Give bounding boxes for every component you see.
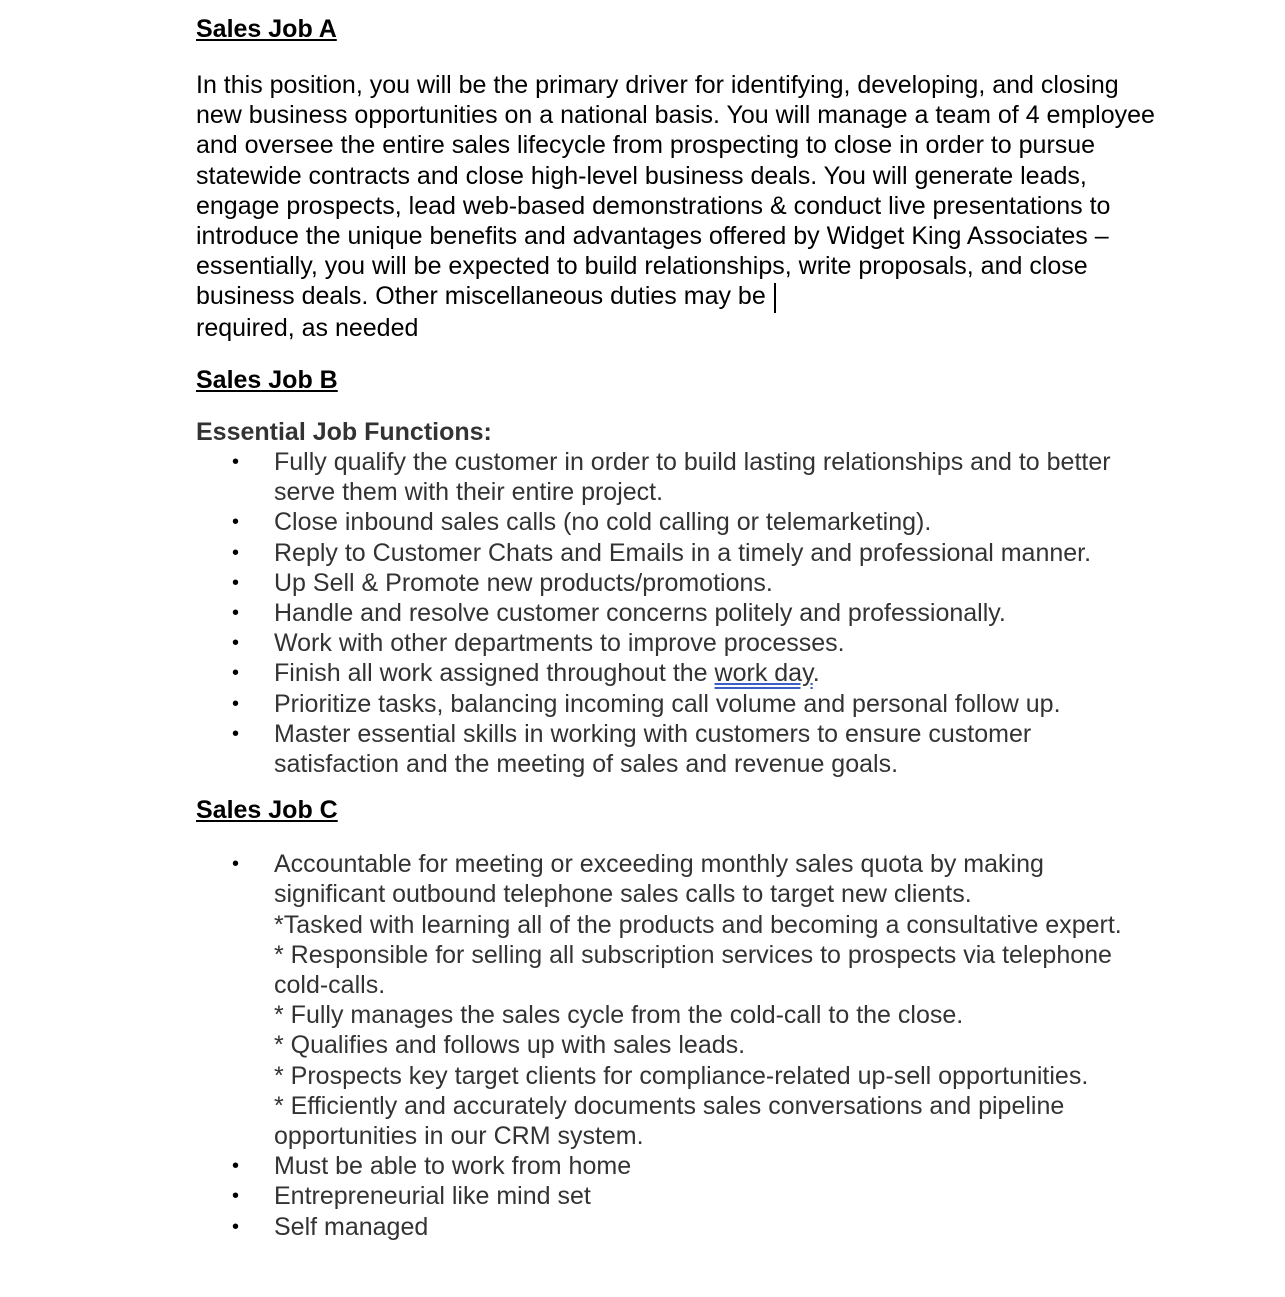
bullet-icon: • — [232, 853, 240, 876]
job-b-list — [196, 447, 1156, 779]
list-item: • Accountable for meeting or exceeding monthly sales quota by making significant outbound telephone sales calls to target new clients. *Tasked with learning all of the products and becoming a consultative expert. * Responsible for selling all subscription services to prospects via telephone cold-calls. * Fully manages the sales cycle from the cold-call to the close. * Qualifies and follows up with sales leads. * Prospects key target clients for compliance-related up-sell opportunities. * Efficiently and accurately documents sales conversations and pipeline opportunities in our CRM system. — [232, 850, 1122, 1151]
list-item: • Handle and resolve customer concerns politely and professionally. — [232, 599, 1006, 628]
list-item: • Prioritize tasks, balancing incoming call volume and personal follow up. — [232, 689, 1061, 718]
document-page — [196, 14, 1156, 1242]
list-item: • Up Sell & Promote new products/promotions. — [232, 568, 773, 597]
bullet-icon: • — [232, 632, 240, 655]
list-item: • Finish all work assigned throughout the work day. — [232, 659, 820, 688]
bullet-icon: • — [232, 602, 240, 625]
list-item: • Fully qualify the customer in order to build lasting relationships and to better serve them with their entire project. — [232, 448, 1111, 507]
job-b-heading: Sales Job B — [196, 366, 338, 395]
job-a-body: In this position, you will be the primary driver for identifying, developing, and closing new business opportunities on a national basis. You will manage a team of 4 employee and oversee the entire sales lifecycle from prospecting to close in order to pursue statewide contracts and close high-level business deals. You will generate leads, engage prospects, lead web-based demonstrations & conduct live presentations to introduce the unique benefits and advantages offered by Widget King Associates – essentially, you will be expected to build relationships, write proposals, and close business deals. Other miscellaneous duties may be — [196, 71, 1155, 311]
spelling-flag[interactable]: work day — [714, 659, 813, 688]
job-c-list — [196, 849, 1156, 1242]
list-item: • Master essential skills in working with customers to ensure customer satisfaction and the meeting of sales and revenue goals. — [232, 719, 1032, 779]
job-b-subheading: Essential Job Functions: — [196, 418, 492, 447]
text-cursor — [774, 283, 776, 313]
bullet-icon: • — [232, 451, 240, 474]
list-item: • Reply to Customer Chats and Emails in a timely and professional manner. — [232, 538, 1092, 567]
bullet-icon: • — [232, 692, 240, 715]
bullet-icon: • — [232, 541, 240, 564]
bullet-icon: • — [232, 662, 240, 685]
job-a-description[interactable] — [196, 70, 1156, 343]
job-c-heading: Sales Job C — [196, 796, 338, 825]
list-item: • Entrepreneurial like mind set — [232, 1182, 591, 1211]
job-a-body-end: required, as needed — [196, 313, 419, 342]
bullet-icon: • — [232, 1155, 240, 1178]
bullet-icon: • — [232, 511, 240, 534]
list-item: • Work with other departments to improve processes. — [232, 629, 845, 658]
job-a-heading: Sales Job A — [196, 15, 337, 43]
list-item: • Self managed — [232, 1212, 429, 1241]
bullet-icon: • — [232, 1185, 240, 1208]
bullet-icon: • — [232, 722, 240, 745]
bullet-icon: • — [232, 571, 240, 594]
list-item: • Must be able to work from home — [232, 1152, 632, 1181]
list-item: • Close inbound sales calls (no cold calling or telemarketing). — [232, 508, 932, 537]
bullet-icon: • — [232, 1215, 240, 1238]
